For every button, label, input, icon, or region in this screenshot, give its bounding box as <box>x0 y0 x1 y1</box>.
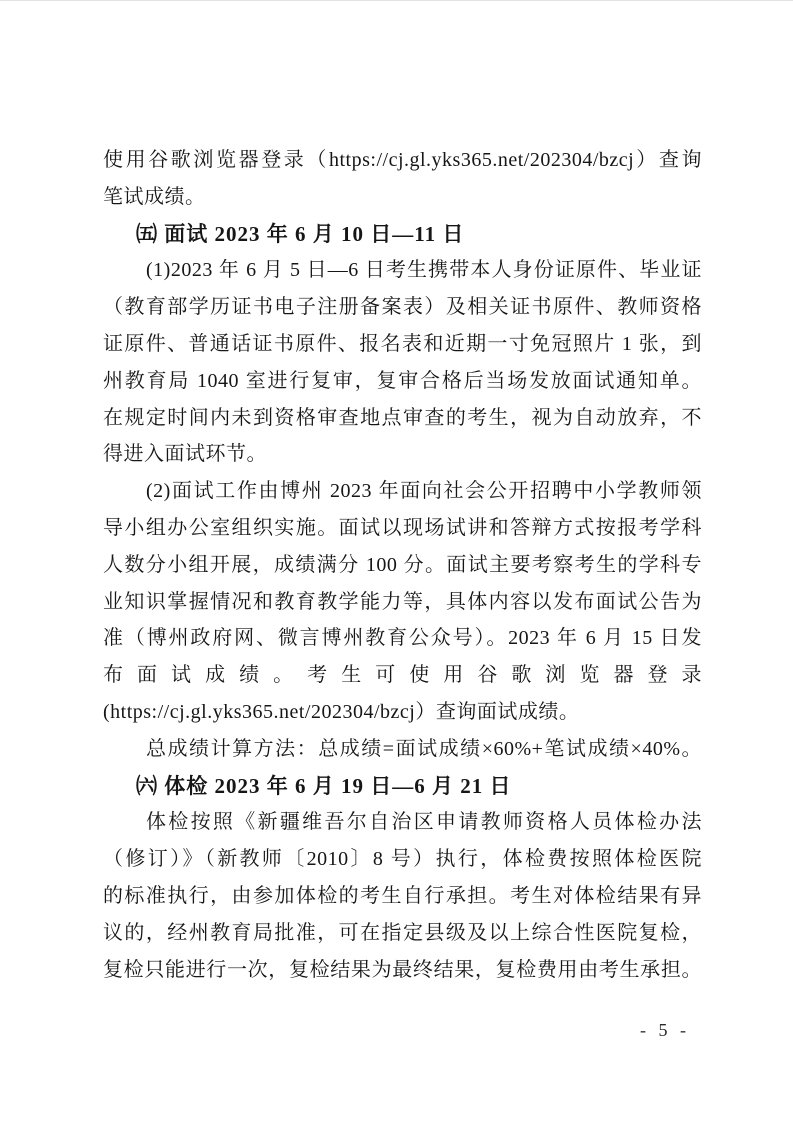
section-heading-physical-exam: ㈥ 体检 2023 年 6 月 19 日—6 月 21 日 <box>136 773 512 798</box>
page-number: - 5 - <box>640 1020 690 1040</box>
doc-line: (2)面试工作由博州 2023 年面向社会公开招聘中小学教师领 <box>146 480 702 503</box>
doc-line: 复检只能进行一次，复检结果为最终结果，复检费用由考生承担。 <box>103 958 702 981</box>
doc-line: 得进入面试环节。 <box>103 443 267 466</box>
doc-line: 导小组办公室组织实施。面试以现场试讲和答辩方式按报考学科 <box>103 516 702 539</box>
doc-line: 布面试成绩。考生可使用谷歌浏览器登录 <box>103 664 702 687</box>
doc-line: 准（博州政府网、微言博州教育公众号）。2023 年 6 月 15 日发 <box>103 627 702 650</box>
doc-line: 的标准执行，由参加体检的考生自行承担。考生对体检结果有异 <box>103 884 702 907</box>
doc-line: (1)2023 年 6 月 5 日—6 日考生携带本人身份证原件、毕业证 <box>146 259 702 282</box>
doc-line: 人数分小组开展，成绩满分 100 分。面试主要考察考生的学科专 <box>103 553 702 576</box>
doc-line: （修订）》（新教师〔2010〕8 号）执行，体检费按照体检医院 <box>103 848 702 871</box>
doc-line: （教育部学历证书电子注册备案表）及相关证书原件、教师资格 <box>103 296 702 319</box>
doc-line: 证原件、普通话证书原件、报名表和近期一寸免冠照片 1 张，到 <box>103 332 702 355</box>
doc-line: 体检按照《新疆维吾尔自治区申请教师资格人员体检办法 <box>146 811 702 834</box>
doc-line: 业知识掌握情况和教育教学能力等，具体内容以发布面试公告为 <box>103 590 702 613</box>
doc-line: 在规定时间内未到资格审查地点审查的考生，视为自动放弃，不 <box>103 406 702 429</box>
doc-line: 总成绩计算方法：总成绩=面试成绩×60%+笔试成绩×40%。 <box>146 737 702 760</box>
doc-line: 笔试成绩。 <box>103 185 206 208</box>
doc-line: 使用谷歌浏览器登录（https://cj.gl.yks365.net/202304/bzcj）查询 <box>103 149 702 171</box>
doc-line: 议的，经州教育局批准，可在指定县级及以上综合性医院复检， <box>103 921 702 944</box>
doc-line: (https://cj.gl.yks365.net/202304/bzcj）查询面试成绩。 <box>103 700 580 723</box>
section-heading-interview: ㈤ 面试 2023 年 6 月 10 日—11 日 <box>136 221 465 246</box>
document-body <box>103 142 702 988</box>
doc-line: 州教育局 1040 室进行复审，复审合格后当场发放面试通知单。 <box>103 369 702 392</box>
